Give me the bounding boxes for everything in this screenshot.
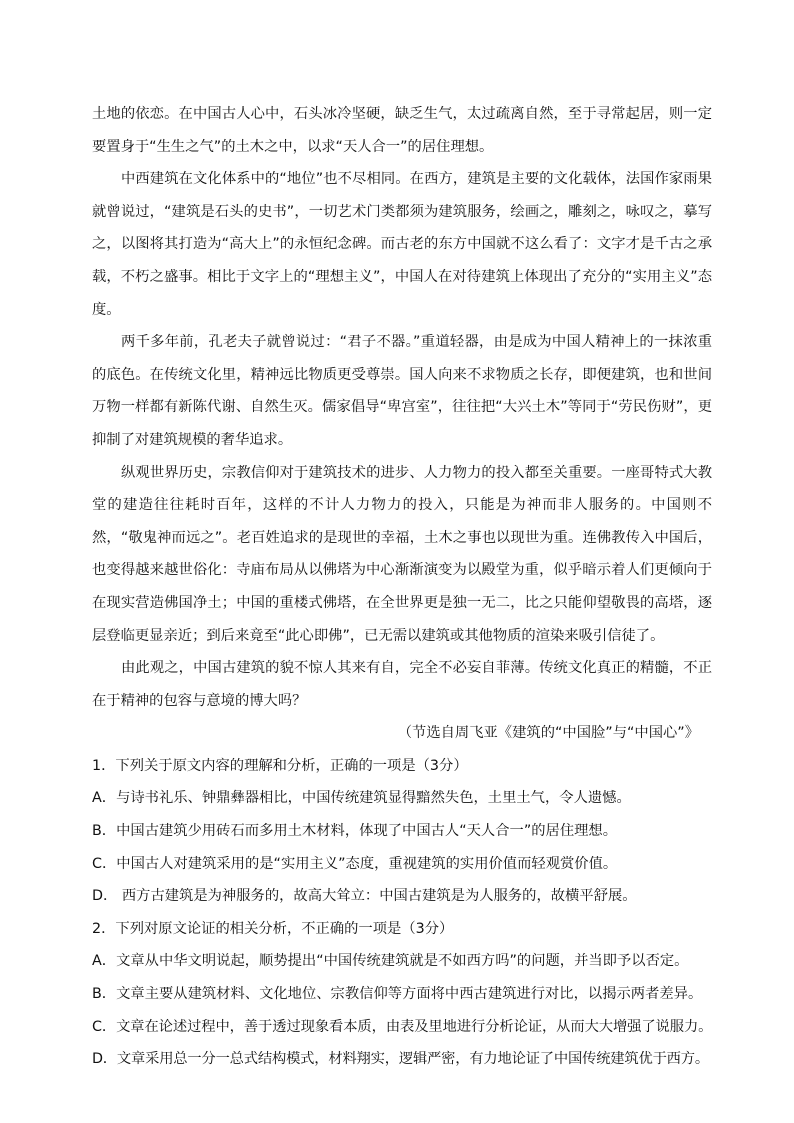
question-2 [92, 913, 712, 1076]
paragraph-2: 中西建筑在文化体系中的“地位”也不尽相同。在西方，建筑是主要的文化载体，法国作家雨果就曾说过，“建筑是石头的史书”，一切艺术门类都须为建筑服务，绘画之，雕刻之，咏叹之，摹写之，以图将其打造为“高大上”的永恒纪念碑。而古老的东方中国就不这么看了：文字才是千古之承载，不朽之盛事。相比于文字上的“理想主义”，中国人在对待建筑上体现出了充分的“实用主义”态度。 [92, 171, 712, 318]
question-stem: 2．下列对原文论证的相关分析，不正确的一项是（3分） [92, 920, 454, 937]
paragraph-4: 纵观世界历史，宗教信仰对于建筑技术的进步、人力物力的投入都至关重要。一座哥特式大教堂的建造往往耗时百年，这样的不计人力物力的投入，只能是为神而非人服务的。中国则不然，“敬鬼神而远之”。老百姓追求的是现世的幸福，土木之事也以现世为重。连佛教传入中国后，也变得越来越世俗化：寺庙布局从以佛塔为中心渐渐演变为以殿堂为重，似乎暗示着人们更倾向于在现实营造佛国净土；中国的重楼式佛塔，在全世界更是独一无二，比之只能仰望敬畏的高塔，逐层登临更显亲近；到后来竟至“此心即佛”，已无需以建筑或其他物质的渲染来吸引信徒了。 [92, 464, 712, 644]
question-1 [92, 750, 712, 913]
option-c: C．中国古人对建筑采用的是“实用主义”态度，重视建筑的实用价值而轻观赏价值。 [92, 855, 618, 872]
paragraph-5: 由此观之，中国古建筑的貌不惊人其来有自，完全不必妄自菲薄。传统文化真正的精髓，不正在于精神的包容与意境的博大吗？ [92, 660, 712, 709]
option-a: A．与诗书礼乐、钟鼎彝器相比，中国传统建筑显得黯然失色，土里土气，令人遗憾。 [92, 790, 631, 807]
source-citation: （节选自周飞亚《建筑的“中国脸”与“中国心”》 [397, 725, 699, 742]
option-c: C．文章在论述过程中，善于透过现象看本质，由表及里地进行分析论证，从而大大增强了说服力。 [92, 1018, 713, 1035]
option-b: B．文章主要从建筑材料、文化地位、宗教信仰等方面将中西古建筑进行对比，以揭示两者差异。 [92, 986, 703, 1003]
question-stem: 1．下列关于原文内容的理解和分析，正确的一项是（3分） [92, 757, 468, 774]
option-b: B．中国古建筑少用砖石而多用土木材料，体现了中国古人“天人合一”的居住理想。 [92, 823, 618, 840]
paragraph-3: 两千多年前，孔老夫子就曾说过：“君子不器。”重道轻器，由是成为中国人精神上的一抹浓重的底色。在传统文化里，精神远比物质更受尊崇。国人向来不求物质之长存，即便建筑，也和世间万物一样都有新陈代谢、自然生灭。儒家倡导“卑宫室”，往往把“大兴土木”等同于“劳民伤财”，更抑制了对建筑规模的奢华追求。 [92, 334, 712, 448]
paragraph-1: 土地的依恋。在中国古人心中，石头冰冷坚硬，缺乏生气，太过疏离自然，至于寻常起居，则一定要置身于“生生之气”的土木之中，以求“天人合一”的居住理想。 [92, 106, 712, 155]
option-d: D． 西方古建筑是为神服务的，故高大耸立：中国古建筑是为人服务的，故横平舒展。 [92, 888, 637, 905]
option-d: D．文章采用总一分一总式结构模式，材料翔实，逻辑严密，有力地论证了中国传统建筑优于西方。 [92, 1051, 709, 1068]
question-list [92, 750, 712, 1076]
document-page [92, 98, 712, 1076]
option-a: A．文章从中华文明说起，顺势提出“中国传统建筑就是不如西方吗”的问题，并当即予以否定。 [92, 953, 689, 970]
